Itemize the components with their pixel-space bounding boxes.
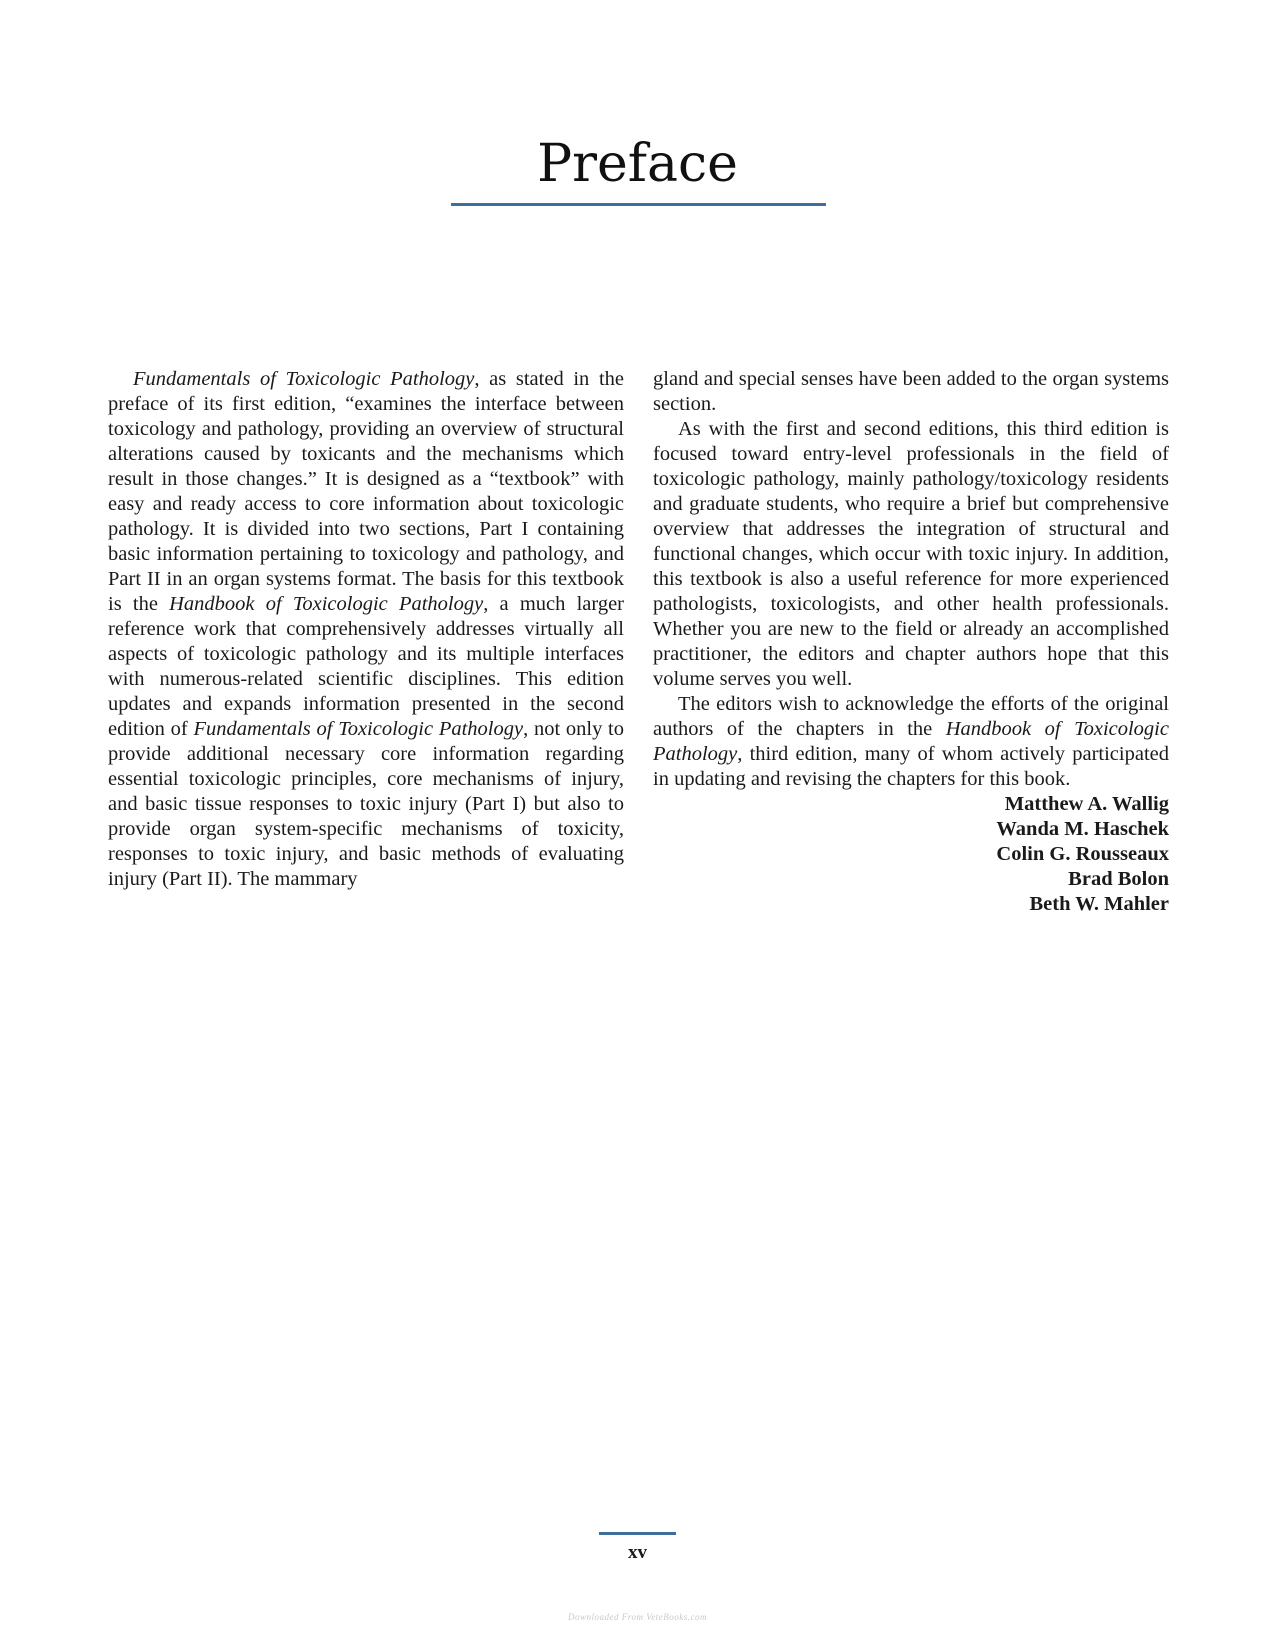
book-title-italic: Fundamentals of Toxicologic Pathology — [193, 718, 524, 740]
left-column — [108, 367, 624, 892]
editor-name: Wanda M. Haschek — [996, 818, 1169, 840]
footer-rule — [599, 1532, 676, 1535]
book-title-italic: Handbook of Toxicologic Pathology — [653, 718, 1169, 765]
paragraph-audience: As with the first and second editions, this third edition is focused toward entry-level professionals in the field of toxicologic pathology, mainly pathology/​toxicology residents and graduate students, who require a brief but comprehensive overview that addresses the integration of structural and functional changes, which occur with toxic injury. In addition, this textbook is also a useful reference for more experienced pathologists, toxicologists, and other health professionals. Whether you are new to the field or already an accomplished practitioner, the editors and chapter authors hope that this volume serves you well. — [653, 418, 1169, 690]
paragraph-text: , a much larger reference work that comprehensively addresses virtually all aspects of toxicologic pathology and its multiple interfaces with numerous-related scientific disciplines. This edition updates and expands information presented in the second edition of — [108, 593, 624, 740]
right-column — [653, 367, 1169, 917]
editor-name: Brad Bolon — [1068, 868, 1169, 890]
editor-name: Colin G. Rousseaux — [996, 843, 1169, 865]
book-title-italic: Handbook of Toxicologic Pathology — [169, 593, 484, 615]
paragraph-acknowledgement — [653, 692, 1169, 792]
paragraph-text: , not only to provide additional necessary core information regarding essential toxicologic principles, core mechanisms of injury, and basic tissue responses to toxic injury (Part I) but also to provide organ system-specific mechanisms of toxicity, responses to toxic injury, and basic methods of evaluating injury (Part II). The mammary — [108, 718, 625, 890]
paragraph-text: , as stated in the preface of its first edition, “examines the interface between toxicology and pathology, providing an overview of structural alterations caused by toxicants and the mechanisms which result in those changes.” It is designed as a “textbook” with easy and ready access to core information about toxicologic pathology. It is divided into two sections, Part I containing basic information pertaining to toxicology and pathology, and Part II in an organ systems format. The basis for this textbook is the — [108, 368, 624, 615]
editor-name: Matthew A. Wallig — [1004, 793, 1169, 815]
book-title-italic: Fundamentals of Toxicologic Pathology — [133, 368, 475, 390]
title-underline — [451, 203, 826, 206]
paragraph-text: , third edition, many of whom actively participated in updating and revising the chapters for this book. — [653, 743, 1169, 790]
page-title: Preface — [537, 134, 738, 194]
paragraph-intro — [108, 367, 624, 892]
paragraph-text: The editors wish to acknowledge the efforts of the original authors of the chapters in the — [653, 693, 1169, 740]
editor-signatures — [653, 792, 1169, 917]
paragraph-intro-continued: gland and special senses have been added to the organ systems section. — [653, 368, 1169, 415]
watermark: Downloaded From VeteBooks.com — [568, 1612, 707, 1622]
page-number: xv — [628, 1542, 647, 1563]
editor-name: Beth W. Mahler — [1029, 893, 1169, 915]
